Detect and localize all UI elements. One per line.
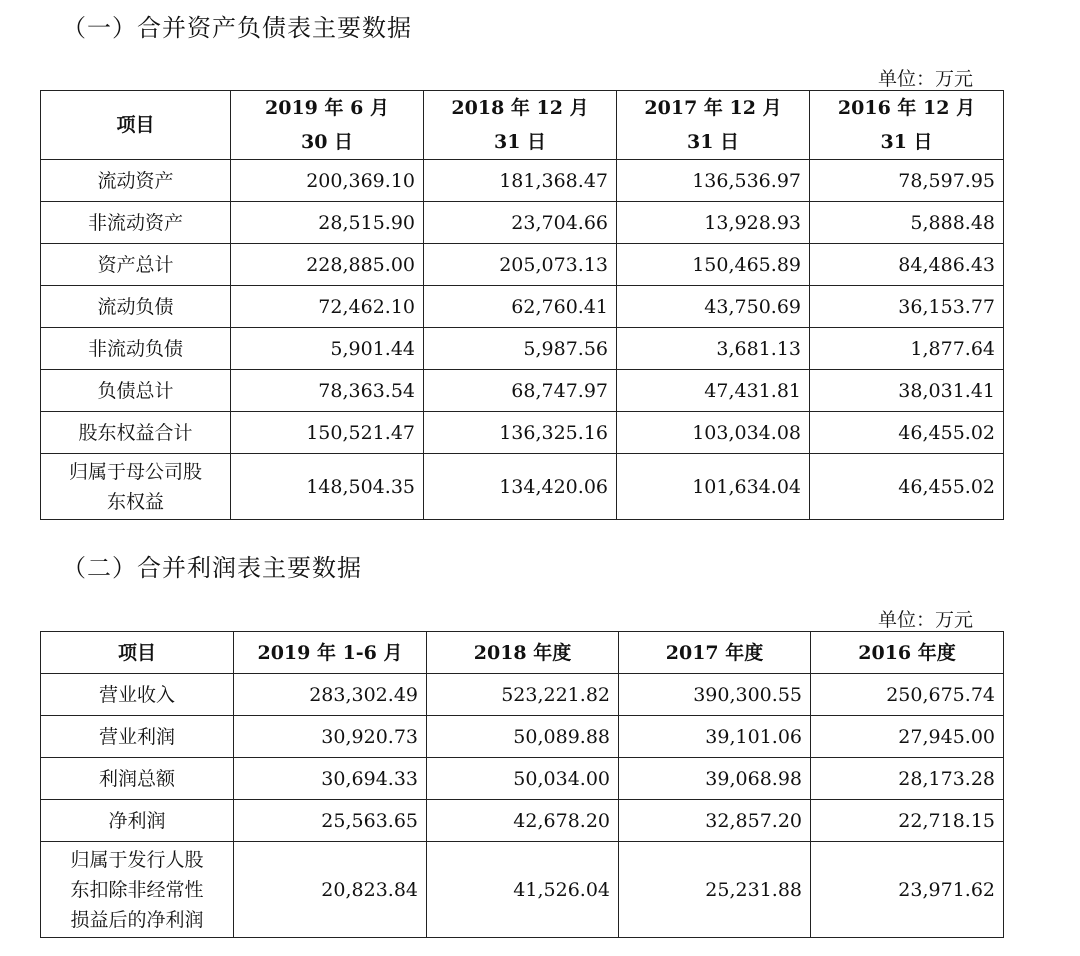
header-line: 2016 年 12 月: [837, 97, 976, 119]
row-label: 流动负债: [41, 286, 231, 328]
cell-value: 84,486.43: [810, 244, 1004, 286]
cell-value: 50,034.00: [427, 758, 619, 800]
cell-value: 523,221.82: [427, 674, 619, 716]
cell-value: 13,928.93: [617, 202, 810, 244]
cell-value: 41,526.04: [427, 842, 619, 938]
header-period: [424, 91, 617, 160]
cell-value: 23,971.62: [811, 842, 1004, 938]
cell-value: 39,068.98: [619, 758, 811, 800]
cell-value: 50,089.88: [427, 716, 619, 758]
header-line: 31 日: [493, 131, 547, 153]
table-row: [41, 674, 1004, 716]
cell-value: 205,073.13: [424, 244, 617, 286]
cell-value: 228,885.00: [231, 244, 424, 286]
cell-value: 3,681.13: [617, 328, 810, 370]
cell-value: 20,823.84: [234, 842, 427, 938]
section-title-income-statement: （二）合并利润表主要数据: [62, 554, 362, 582]
cell-value: 150,521.47: [231, 412, 424, 454]
table-row: [41, 244, 1004, 286]
row-label-line: 东权益: [106, 490, 164, 513]
cell-value: 5,901.44: [231, 328, 424, 370]
cell-value: 25,563.65: [234, 800, 427, 842]
row-label: 营业收入: [41, 674, 234, 716]
cell-value: 46,455.02: [810, 454, 1004, 520]
cell-value: 78,363.54: [231, 370, 424, 412]
row-label: 股东权益合计: [41, 412, 231, 454]
table-row: [41, 202, 1004, 244]
header-line: 31 日: [686, 131, 740, 153]
cell-value: 25,231.88: [619, 842, 811, 938]
cell-value: 72,462.10: [231, 286, 424, 328]
header-period: 2019 年 1-6 月: [234, 632, 427, 674]
balance-sheet-table: [40, 90, 1004, 520]
table-header-row: [41, 91, 1004, 160]
row-label: 净利润: [41, 800, 234, 842]
table-row: [41, 160, 1004, 202]
header-line: 30 日: [300, 131, 354, 153]
row-label: [41, 842, 234, 938]
header-period: 2018 年度: [427, 632, 619, 674]
cell-value: 148,504.35: [231, 454, 424, 520]
section-title-balance-sheet: （一）合并资产负债表主要数据: [62, 14, 412, 42]
cell-value: 22,718.15: [811, 800, 1004, 842]
row-label: 流动资产: [41, 160, 231, 202]
header-period: [810, 91, 1004, 160]
cell-value: 136,325.16: [424, 412, 617, 454]
header-period: [231, 91, 424, 160]
row-label-line: 损益后的净利润: [70, 908, 204, 931]
row-label: 非流动负债: [41, 328, 231, 370]
table-row: [41, 412, 1004, 454]
cell-value: 30,694.33: [234, 758, 427, 800]
cell-value: 28,515.90: [231, 202, 424, 244]
header-item: 项目: [41, 632, 234, 674]
row-label: 利润总额: [41, 758, 234, 800]
header-line: 2019 年 6 月: [265, 97, 389, 119]
cell-value: 250,675.74: [811, 674, 1004, 716]
row-label-line: 归属于母公司股: [68, 460, 202, 483]
table-row: [41, 758, 1004, 800]
cell-value: 134,420.06: [424, 454, 617, 520]
cell-value: 32,857.20: [619, 800, 811, 842]
row-label-line: 归属于发行人股: [70, 848, 204, 871]
row-label: 负债总计: [41, 370, 231, 412]
cell-value: 390,300.55: [619, 674, 811, 716]
cell-value: 78,597.95: [810, 160, 1004, 202]
unit-label-balance-sheet: 单位：万元: [878, 68, 974, 90]
cell-value: 36,153.77: [810, 286, 1004, 328]
cell-value: 43,750.69: [617, 286, 810, 328]
table-header-row: [41, 632, 1004, 674]
income-statement-table: [40, 631, 1004, 938]
row-label: 营业利润: [41, 716, 234, 758]
cell-value: 46,455.02: [810, 412, 1004, 454]
cell-value: 62,760.41: [424, 286, 617, 328]
header-line: 2018 年 12 月: [451, 97, 589, 119]
table-row: [41, 716, 1004, 758]
table-row: [41, 454, 1004, 520]
header-period: 2017 年度: [619, 632, 811, 674]
header-period: 2016 年度: [811, 632, 1004, 674]
cell-value: 101,634.04: [617, 454, 810, 520]
cell-value: 283,302.49: [234, 674, 427, 716]
header-period: [617, 91, 810, 160]
row-label: 非流动资产: [41, 202, 231, 244]
cell-value: 47,431.81: [617, 370, 810, 412]
cell-value: 30,920.73: [234, 716, 427, 758]
cell-value: 39,101.06: [619, 716, 811, 758]
cell-value: 136,536.97: [617, 160, 810, 202]
cell-value: 28,173.28: [811, 758, 1004, 800]
cell-value: 103,034.08: [617, 412, 810, 454]
header-line: 31 日: [880, 131, 933, 153]
cell-value: 68,747.97: [424, 370, 617, 412]
cell-value: 200,369.10: [231, 160, 424, 202]
cell-value: 27,945.00: [811, 716, 1004, 758]
cell-value: 42,678.20: [427, 800, 619, 842]
header-line: 2017 年 12 月: [644, 97, 782, 119]
row-label: 资产总计: [41, 244, 231, 286]
cell-value: 5,888.48: [810, 202, 1004, 244]
header-item: 项目: [41, 91, 231, 160]
table-row: [41, 328, 1004, 370]
row-label-line: 东扣除非经常性: [70, 878, 204, 901]
cell-value: 38,031.41: [810, 370, 1004, 412]
table-row: [41, 800, 1004, 842]
cell-value: 150,465.89: [617, 244, 810, 286]
cell-value: 181,368.47: [424, 160, 617, 202]
table-row: [41, 842, 1004, 938]
row-label: [41, 454, 231, 520]
table-row: [41, 370, 1004, 412]
table-row: [41, 286, 1004, 328]
unit-label-income-statement: 单位：万元: [878, 609, 974, 631]
cell-value: 1,877.64: [810, 328, 1004, 370]
cell-value: 23,704.66: [424, 202, 617, 244]
cell-value: 5,987.56: [424, 328, 617, 370]
